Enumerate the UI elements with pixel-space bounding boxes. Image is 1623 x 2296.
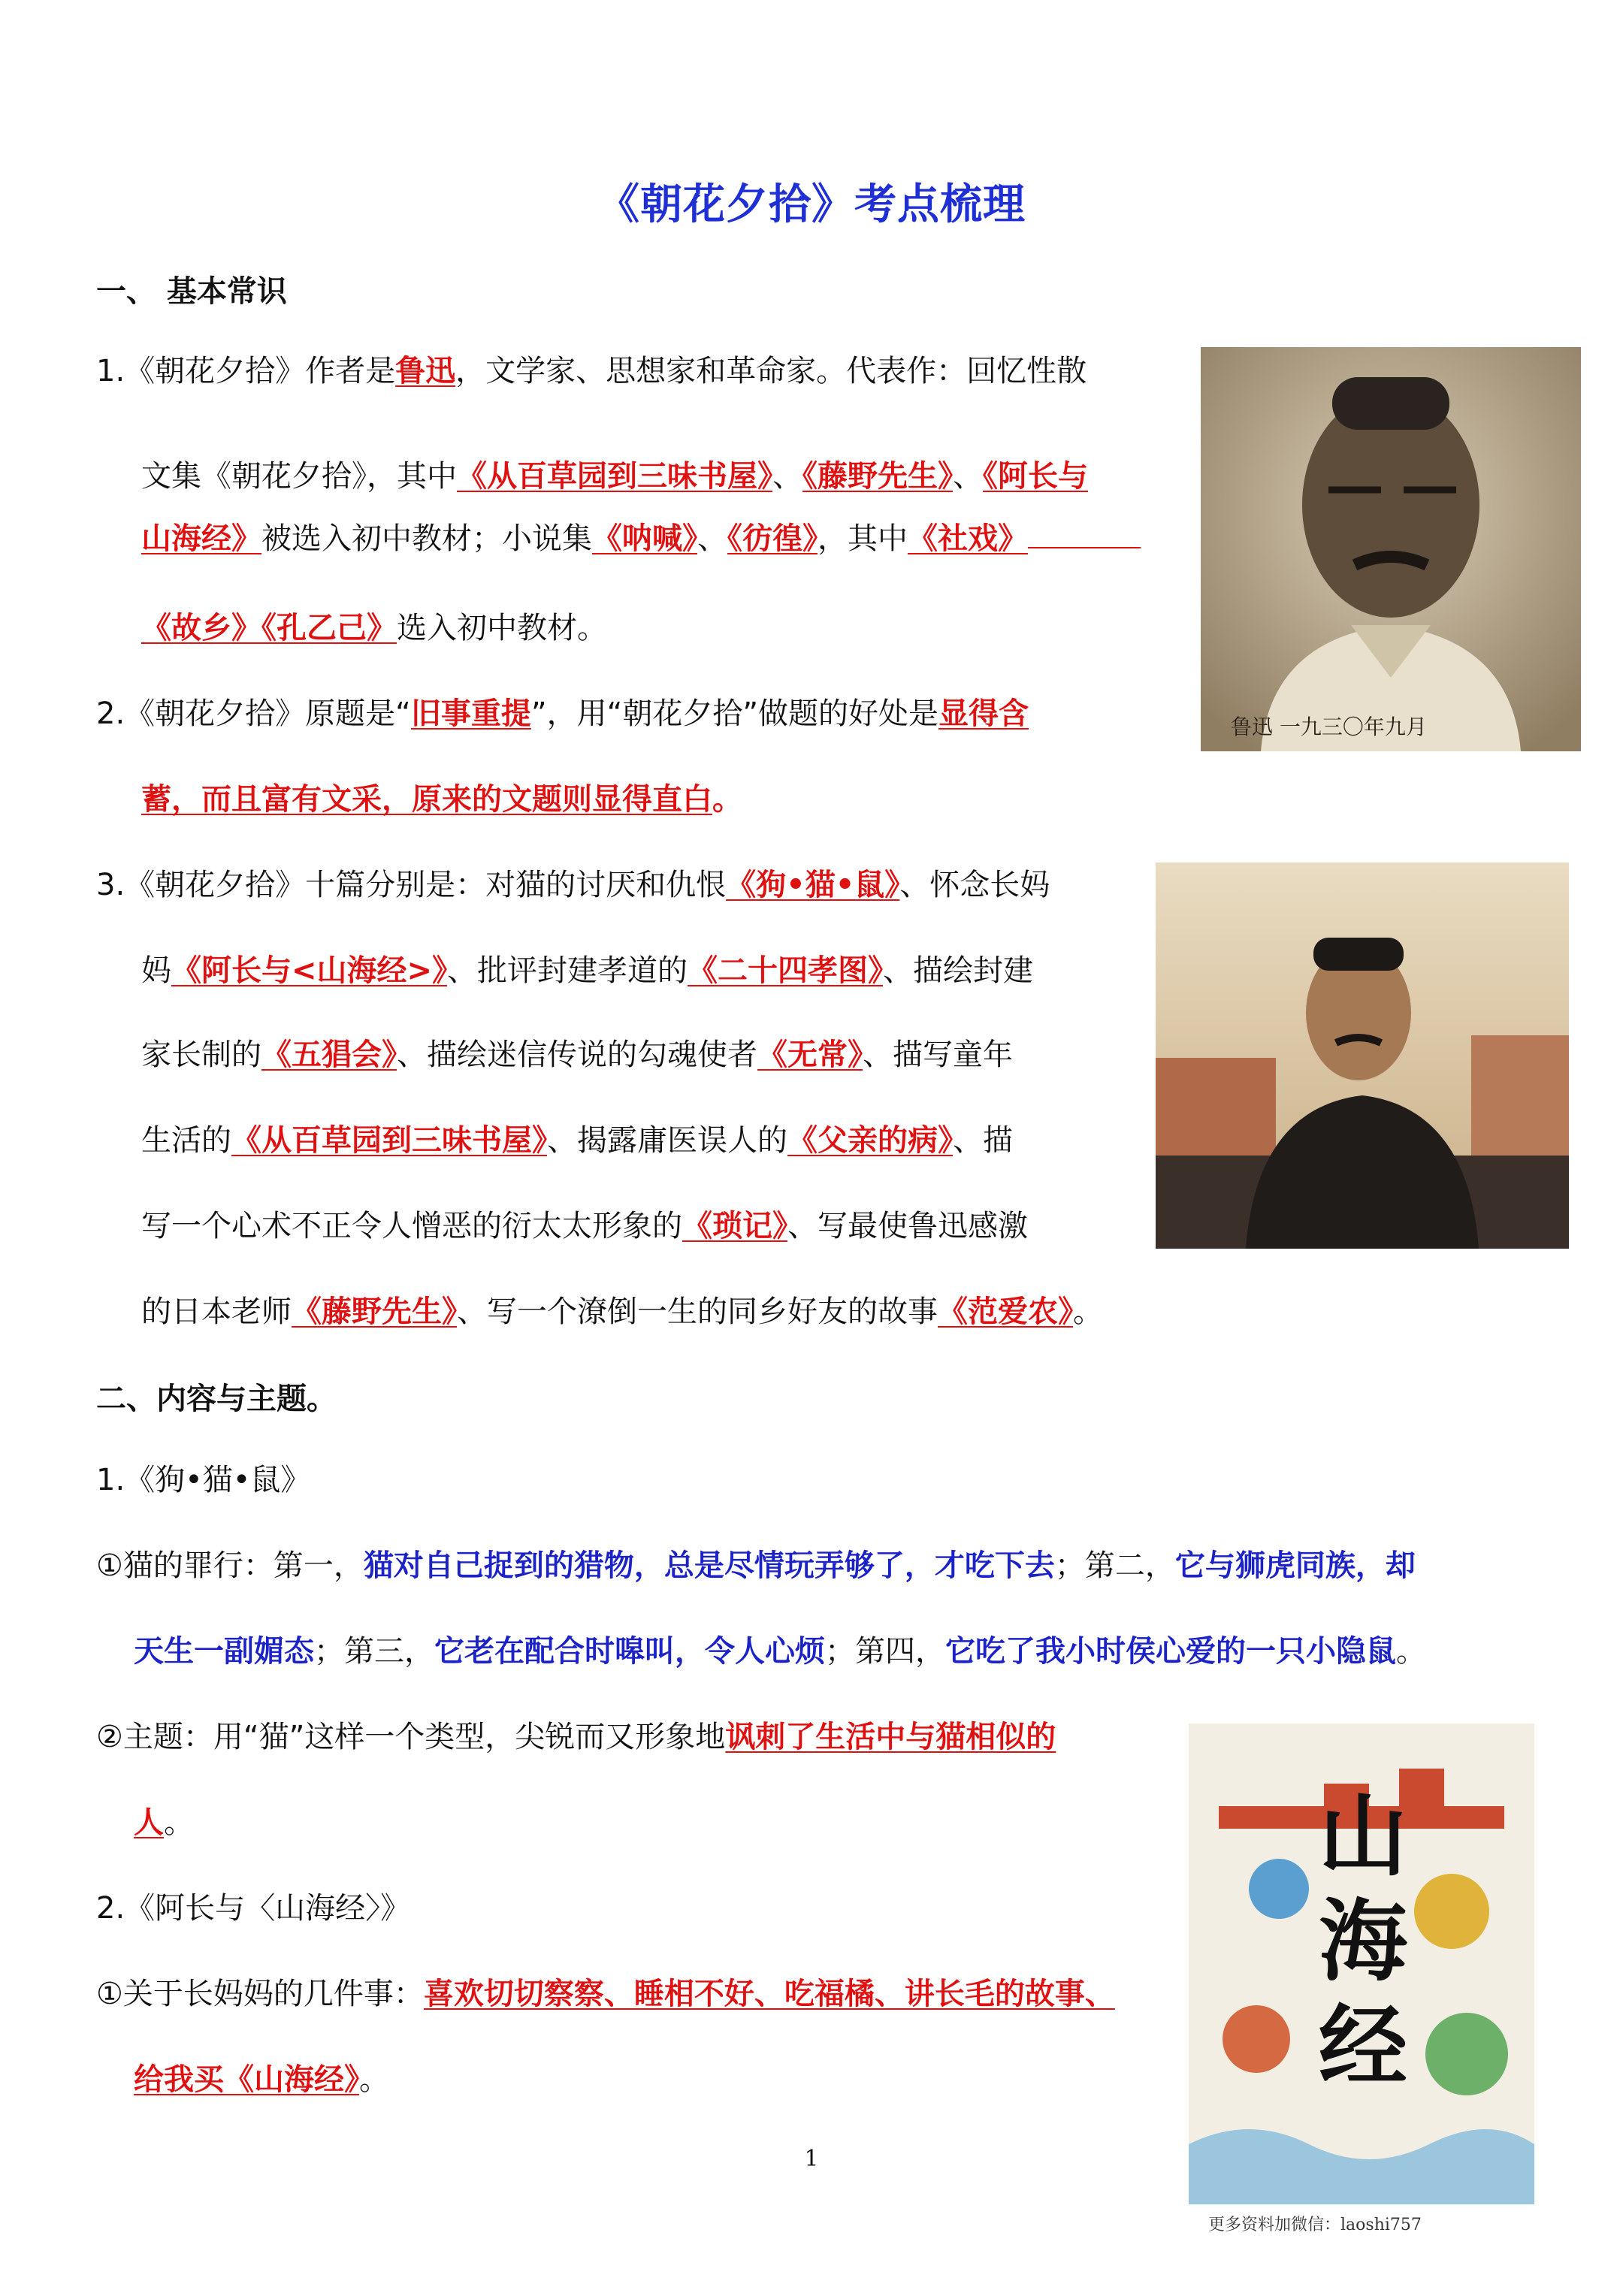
item2-line1: ①关于长妈妈的几件事：喜欢切切察察、睡相不好、吃福橘、讲长毛的故事、 <box>96 1977 1115 2011</box>
page-number: 1 <box>804 2146 819 2172</box>
poster-char: 经 <box>1318 1994 1407 2098</box>
item1-line4: 人。 <box>134 1805 194 1840</box>
para3-line2: 妈《阿长与<山海经>》、批评封建孝道的《二十四孝图》、描绘封建 <box>141 953 1034 988</box>
item2-title: 2.《阿长与〈山海经〉》 <box>96 1891 411 1926</box>
para2-line2: 蓄，而且富有文采，原来的文题则显得直白。 <box>141 782 742 817</box>
lu-xun-painting <box>1156 863 1569 1249</box>
para3-line3: 家长制的《五猖会》、描绘迷信传说的勾魂使者《无常》、描写童年 <box>141 1038 1013 1072</box>
para3-line4: 生活的《从百草园到三味书屋》、揭露庸医误人的《父亲的病》、描 <box>141 1123 1013 1158</box>
poster-char: 海 <box>1318 1889 1407 1993</box>
section-heading-basics: 一、 基本常识 <box>96 274 287 309</box>
para1-line2: 文集《朝花夕拾》，其中《从百草园到三味书屋》、《藤野先生》、《阿长与 <box>141 459 1088 494</box>
poster-char: 山 <box>1318 1784 1407 1888</box>
photo-caption: 鲁迅 一九三〇年九月 <box>1231 714 1427 739</box>
item2-line2: 给我买《山海经》。 <box>134 2062 389 2097</box>
section-heading-content: 二、内容与主题。 <box>96 1382 337 1416</box>
para3-line6: 的日本老师《藤野先生》、写一个潦倒一生的同乡好友的故事《范爱农》。 <box>141 1295 1103 1329</box>
para3-line5: 写一个心术不正令人憎恶的衍太太形象的《琐记》、写最使鲁迅感激 <box>141 1209 1028 1243</box>
para1-line4: 《故乡》《孔乙己》选入初中教材。 <box>141 611 607 645</box>
poster-title <box>1303 1784 1423 2099</box>
para1-line3: 山海经》被选入初中教材；小说集《呐喊》、《彷徨》，其中《社戏》 <box>141 517 1141 560</box>
wechat-footer-note: 更多资料加微信：laoshi757 <box>1208 2216 1422 2234</box>
item1-line3: ②主题：用“猫”这样一个类型，尖锐而又形象地讽刺了生活中与猫相似的 <box>96 1720 1056 1754</box>
para2-line1: 2.《朝花夕拾》原题是“旧事重提”，用“朝花夕拾”做题的好处是显得含 <box>96 696 1029 731</box>
para1-line1: 1.《朝花夕拾》作者是鲁迅，文学家、思想家和革命家。代表作：回忆性散 <box>96 354 1087 388</box>
lu-xun-portrait-photo <box>1201 347 1581 751</box>
shan-hai-jing-poster <box>1189 1724 1534 2204</box>
para3-line1: 3.《朝花夕拾》十篇分别是：对猫的讨厌和仇恨《狗•猫•鼠》、怀念长妈 <box>96 868 1050 902</box>
page-title: 《朝花夕拾》考点梳理 <box>597 180 1026 229</box>
item1-line1: ①猫的罪行：第一，猫对自己捉到的猎物，总是尽情玩弄够了，才吃下去；第二，它与狮虎同族，却 <box>96 1548 1416 1583</box>
fill-blank <box>1028 517 1141 548</box>
item1-title: 1.《狗•猫•鼠》 <box>96 1463 311 1497</box>
item1-line2: 天生一副媚态；第三，它老在配合时嗥叫，令人心烦；第四，它吃了我小时侯心爱的一只小隐鼠。 <box>134 1634 1426 1669</box>
